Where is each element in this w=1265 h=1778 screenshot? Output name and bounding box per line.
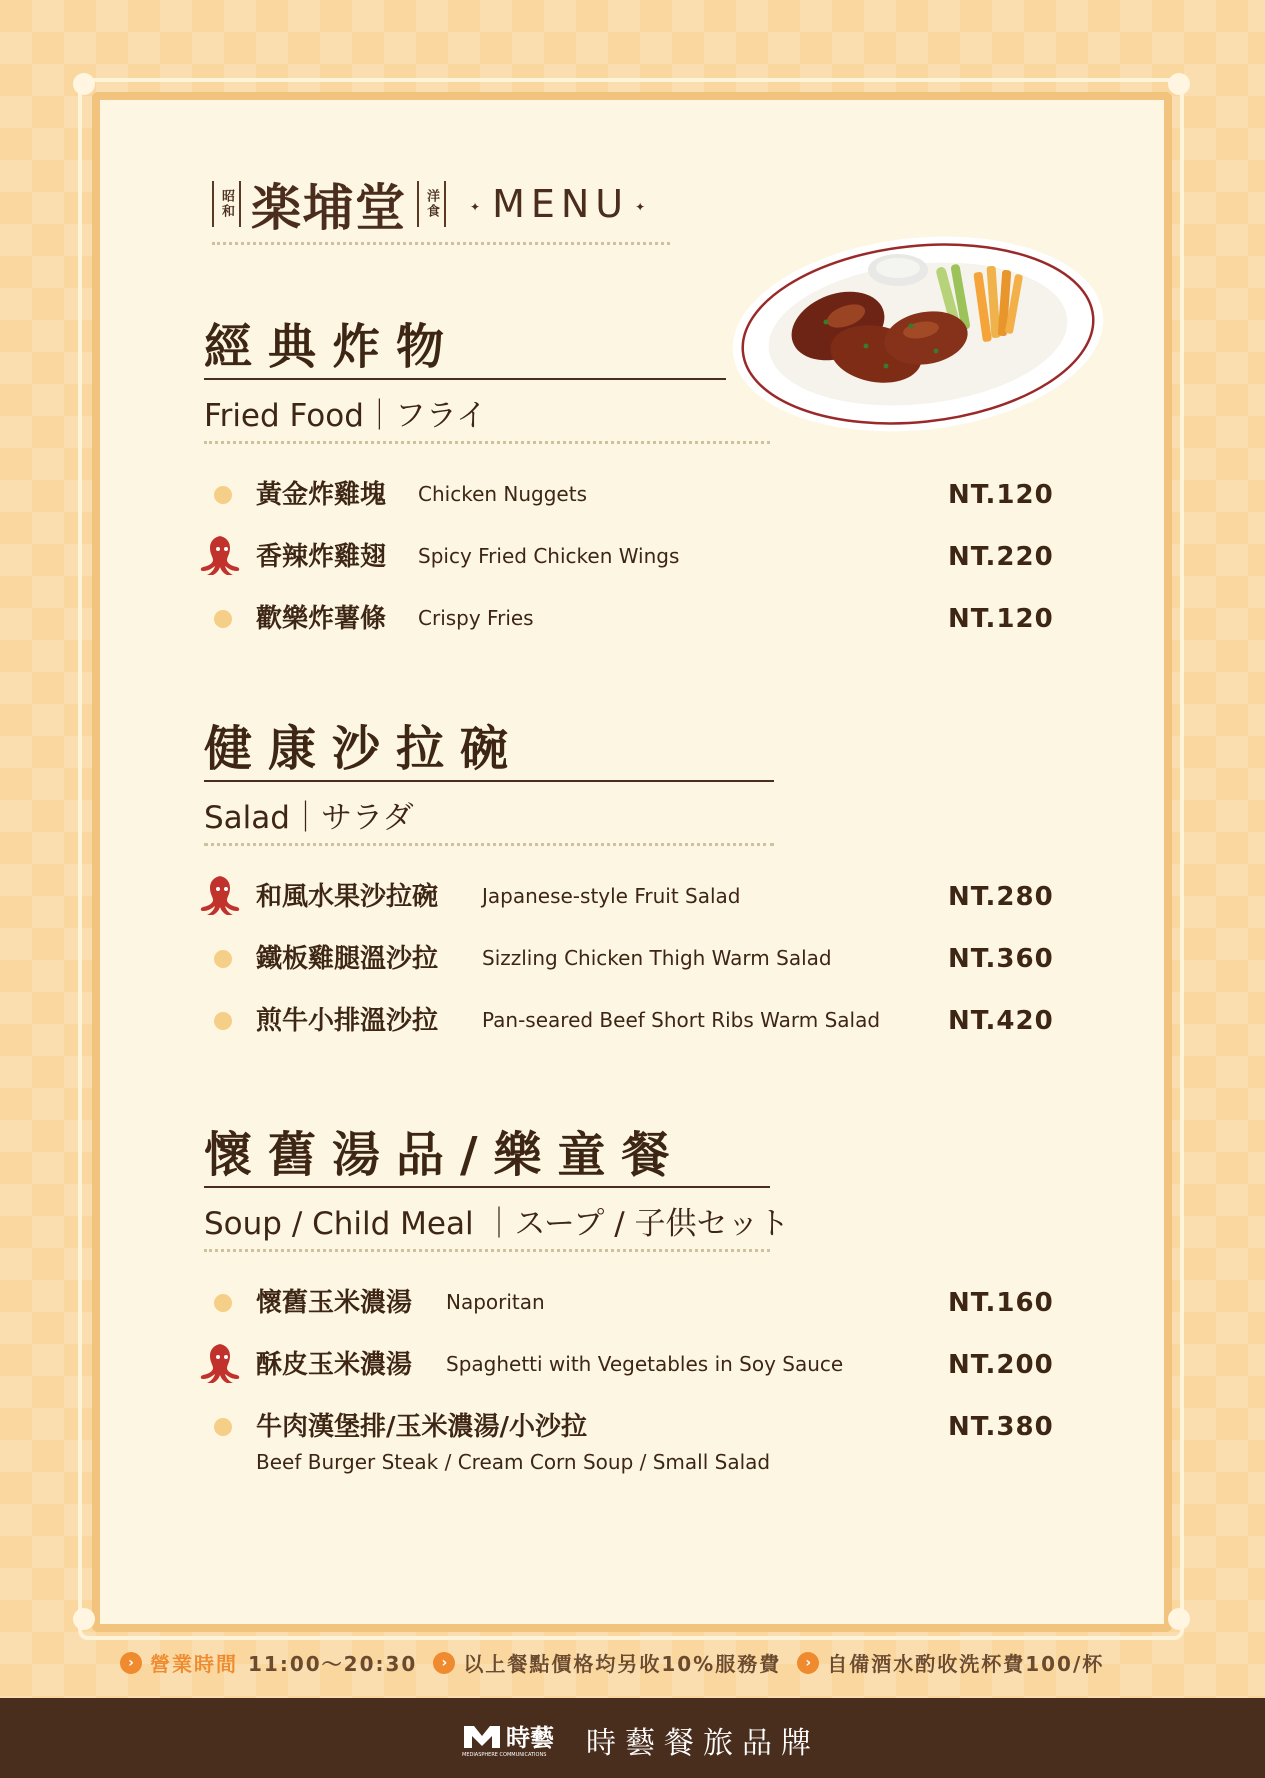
section-subtitle-fried-food: Fried Food｜フライ bbox=[204, 398, 487, 434]
bullet-dot-icon bbox=[214, 1012, 232, 1030]
item-name-zh: 懷舊玉米濃湯 bbox=[256, 1288, 413, 1318]
section-title-soup-child-meal: 懷舊湯品/樂童餐 bbox=[204, 1127, 686, 1183]
octopus-signature-icon bbox=[198, 534, 246, 578]
logo-name: 時藝 bbox=[506, 1723, 554, 1752]
item-name-en: Naporitan bbox=[446, 1290, 545, 1314]
menu-header bbox=[212, 168, 657, 240]
section-title-salad: 健康沙拉碗 bbox=[204, 721, 525, 777]
bullet-dot-icon bbox=[214, 610, 232, 628]
item-name-en: Sizzling Chicken Thigh Warm Salad bbox=[482, 946, 832, 970]
sparkle-icon: ✦ bbox=[470, 199, 487, 214]
hours-label: 營業時間 bbox=[150, 1652, 238, 1676]
section-subtitle-soup-child-meal: Soup / Child Meal ｜スープ / 子供セット bbox=[204, 1206, 790, 1242]
menu-item bbox=[196, 472, 1056, 516]
frame-corner-dot bbox=[1168, 73, 1190, 95]
item-price: NT.120 bbox=[948, 480, 1054, 510]
brand-name: 楽埔堂 bbox=[251, 178, 407, 237]
menu-item bbox=[196, 874, 1056, 918]
item-name-en: Pan-seared Beef Short Ribs Warm Salad bbox=[482, 1008, 881, 1032]
footer-brand-text: 時藝餐旅品牌 bbox=[586, 1726, 820, 1761]
item-name-zh: 酥皮玉米濃湯 bbox=[256, 1350, 413, 1380]
bullet-dot-icon bbox=[214, 950, 232, 968]
service-fee-notice: 以上餐點價格均另收10%服務費 bbox=[463, 1652, 782, 1676]
item-name-zh: 黃金炸雞塊 bbox=[256, 480, 387, 510]
section-underline bbox=[204, 780, 774, 782]
sparkle-icon: ✦ bbox=[635, 199, 652, 214]
chevron-right-circle-icon: › bbox=[797, 1652, 819, 1674]
item-price: NT.200 bbox=[948, 1350, 1054, 1380]
item-price: NT.380 bbox=[948, 1412, 1054, 1442]
item-price: NT.360 bbox=[948, 944, 1054, 974]
section-title-fried-food: 經典炸物 bbox=[204, 319, 461, 375]
item-name-en: Beef Burger Steak / Cream Corn Soup / Small Salad bbox=[256, 1450, 771, 1474]
item-name-zh: 牛肉漢堡排/玉米濃湯/小沙拉 bbox=[256, 1412, 587, 1442]
style-label: 洋食 bbox=[417, 181, 446, 227]
menu-item bbox=[196, 998, 1056, 1042]
item-name-en: Crispy Fries bbox=[418, 606, 534, 630]
bullet-dot-icon bbox=[214, 486, 232, 504]
item-price: NT.120 bbox=[948, 604, 1054, 634]
menu-item bbox=[196, 534, 1056, 578]
mediasphere-logo bbox=[462, 1718, 554, 1758]
section-divider bbox=[204, 1249, 770, 1252]
item-name-en: Japanese-style Fruit Salad bbox=[482, 884, 741, 908]
item-price: NT.220 bbox=[948, 542, 1054, 572]
logo-small-text: MEDIASPHERE COMMUNICATIONS bbox=[462, 1752, 547, 1758]
section-underline bbox=[204, 1186, 770, 1188]
section-subtitle-salad: Salad｜サラダ bbox=[204, 800, 414, 836]
item-name-zh: 煎牛小排溫沙拉 bbox=[256, 1006, 439, 1036]
menu-item bbox=[196, 1404, 1056, 1484]
menu-item bbox=[196, 1342, 1056, 1386]
frame-corner-dot bbox=[1168, 1608, 1190, 1630]
bullet-dot-icon bbox=[214, 1294, 232, 1312]
section-underline bbox=[204, 378, 726, 380]
section-divider bbox=[204, 843, 774, 846]
notice-bar bbox=[120, 1648, 1150, 1677]
menu-item bbox=[196, 1280, 1056, 1324]
bullet-dot-icon bbox=[214, 1418, 232, 1436]
frame-corner-dot bbox=[73, 73, 95, 95]
item-name-zh: 和風水果沙拉碗 bbox=[256, 882, 439, 912]
octopus-signature-icon bbox=[198, 874, 246, 918]
menu-label: ✦ MENU ✦ bbox=[470, 182, 652, 226]
menu-item bbox=[196, 596, 1056, 640]
chevron-right-circle-icon: › bbox=[433, 1652, 455, 1674]
era-label: 昭和 bbox=[212, 181, 241, 227]
header-divider bbox=[212, 242, 670, 245]
frame-corner-dot bbox=[73, 1608, 95, 1630]
fried-chicken-plate-image bbox=[726, 226, 1106, 436]
item-price: NT.420 bbox=[948, 1006, 1054, 1036]
menu-item bbox=[196, 936, 1056, 980]
mediasphere-logo-mark-icon bbox=[462, 1720, 502, 1752]
section-divider bbox=[204, 441, 770, 444]
octopus-signature-icon bbox=[198, 1342, 246, 1386]
item-name-en: Spicy Fried Chicken Wings bbox=[418, 544, 680, 568]
item-name-en: Chicken Nuggets bbox=[418, 482, 587, 506]
item-price: NT.280 bbox=[948, 882, 1054, 912]
item-price: NT.160 bbox=[948, 1288, 1054, 1318]
item-name-zh: 歡樂炸薯條 bbox=[256, 604, 387, 634]
footer-bar bbox=[0, 1698, 1265, 1778]
chevron-right-circle-icon: › bbox=[120, 1652, 142, 1674]
item-name-zh: 鐵板雞腿溫沙拉 bbox=[256, 944, 439, 974]
item-name-zh: 香辣炸雞翅 bbox=[256, 542, 387, 572]
hours-value: 11:00～20:30 bbox=[248, 1652, 418, 1676]
corkage-notice: 自備酒水酌收洗杯費100/杯 bbox=[827, 1652, 1105, 1676]
item-name-en: Spaghetti with Vegetables in Soy Sauce bbox=[446, 1352, 844, 1376]
